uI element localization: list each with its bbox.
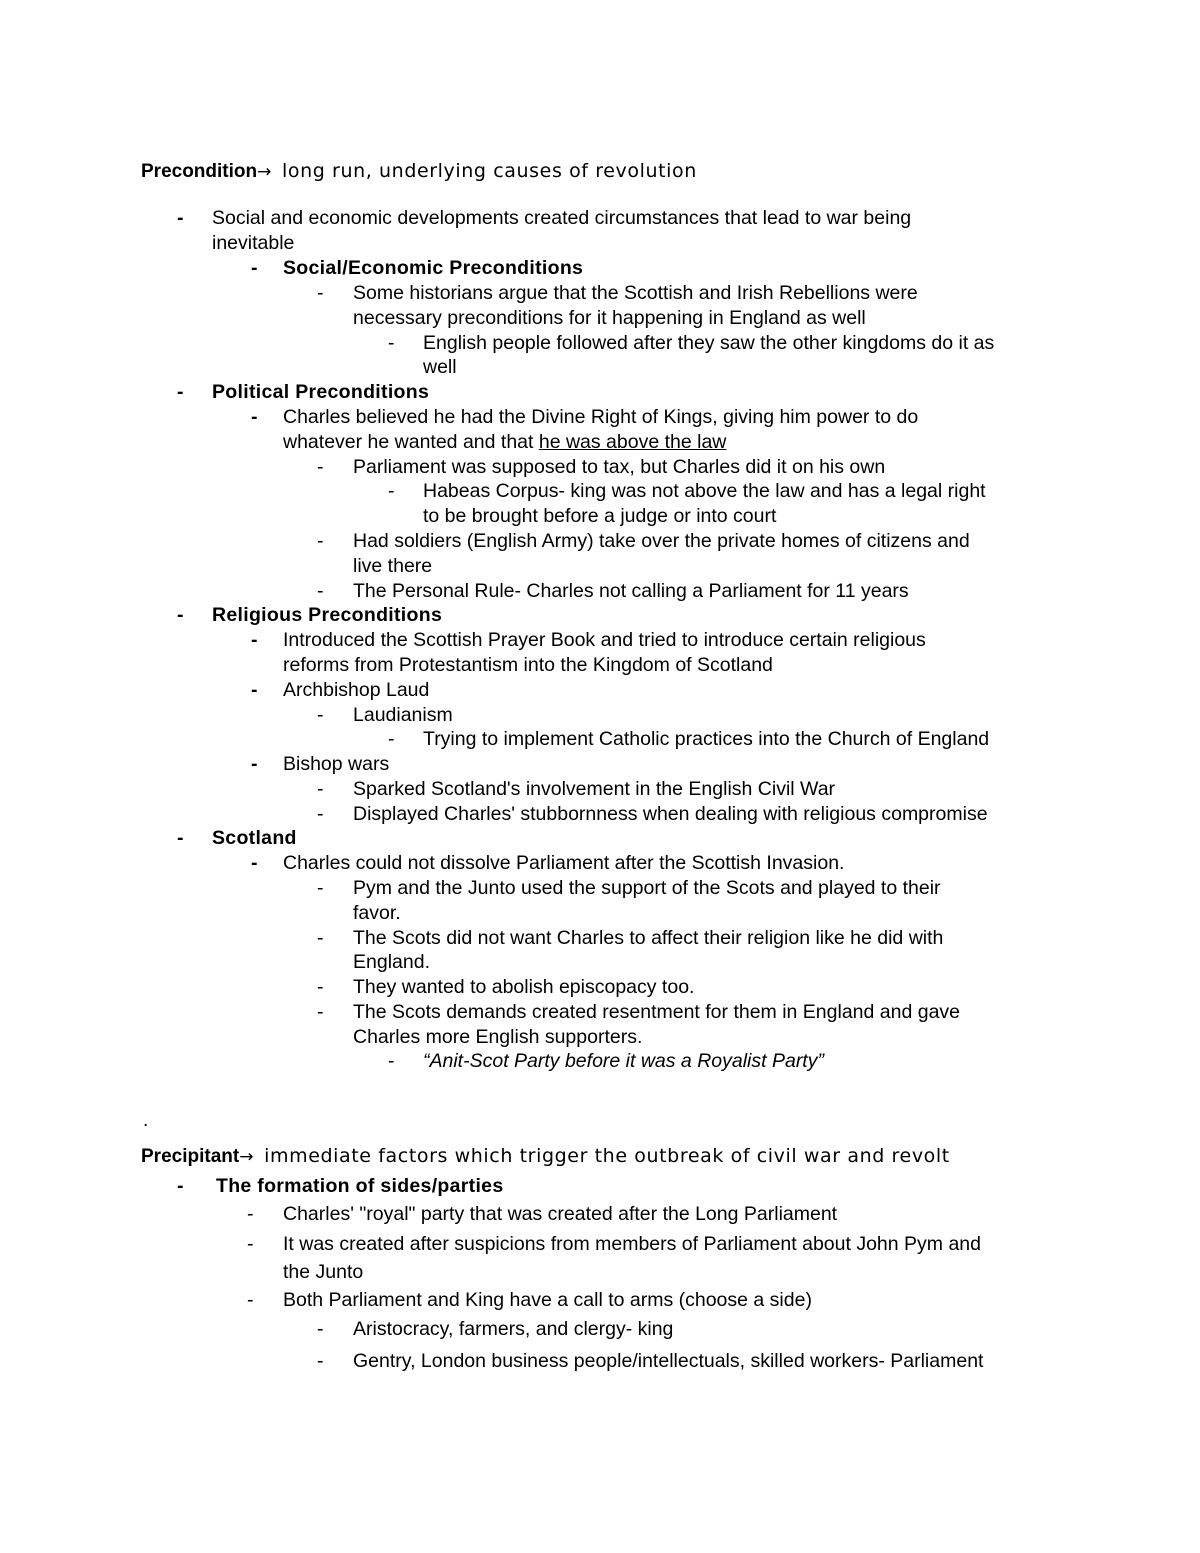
- list-item: Pym and the Junto used the support of the Scots and played to their: [353, 877, 941, 899]
- bullet-dash: -: [177, 1175, 184, 1197]
- bullet-dash: -: [317, 877, 324, 899]
- bullet-dash: -: [388, 332, 395, 354]
- list-item-continued: live there: [353, 555, 433, 577]
- bullet-dash: -: [251, 406, 258, 428]
- section-heading-social-economic: Social/Economic Preconditions: [283, 257, 584, 279]
- bullet-dash: -: [317, 778, 324, 800]
- list-item-continued: Charles more English supporters.: [353, 1026, 643, 1048]
- list-item-continued: inevitable: [212, 232, 295, 254]
- bullet-dash: -: [317, 456, 324, 478]
- list-item: The Scots demands created resentment for them in England and gave: [353, 1001, 961, 1023]
- list-item: Both Parliament and King have a call to arms (choose a side): [283, 1289, 812, 1311]
- list-item: Habeas Corpus- king was not above the law and has a legal right: [423, 480, 986, 502]
- precondition-heading: [141, 160, 697, 183]
- bullet-dash: -: [388, 480, 395, 502]
- list-item-continued: favor.: [353, 902, 401, 924]
- list-item: Charles' "royal" party that was created after the Long Parliament: [283, 1203, 838, 1225]
- bullet-dash: -: [177, 207, 184, 229]
- bullet-dash: -: [317, 530, 324, 552]
- list-item: Charles believed he had the Divine Right of Kings, giving him power to do: [283, 406, 919, 428]
- list-item-continued: [283, 430, 726, 455]
- bullet-dash: -: [247, 1203, 254, 1225]
- bullet-dash: -: [317, 580, 324, 602]
- list-item: Had soldiers (English Army) take over the private homes of citizens and: [353, 530, 970, 552]
- arrow-icon: →: [239, 1147, 254, 1167]
- bullet-dash: -: [317, 1318, 324, 1340]
- section-heading-religious: Religious Preconditions: [212, 604, 443, 626]
- underlined-text: he was above the law: [538, 431, 727, 453]
- precondition-subtitle: long run, underlying causes of revolution: [275, 160, 697, 182]
- list-item: Displayed Charles' stubbornness when dealing with religious compromise: [353, 803, 988, 825]
- list-item: English people followed after they saw the other kingdoms do it as: [423, 332, 995, 354]
- arrow-icon: →: [257, 162, 272, 182]
- list-item: Charles could not dissolve Parliament after the Scottish Invasion.: [283, 852, 845, 874]
- bullet-dash: -: [251, 679, 258, 701]
- separator-dot: .: [143, 1110, 149, 1131]
- bullet-dash: -: [317, 803, 324, 825]
- bullet-dash: -: [317, 282, 324, 304]
- list-item-continued: necessary preconditions for it happening in England as well: [353, 307, 866, 329]
- list-item-text: whatever he wanted and that: [283, 431, 539, 453]
- list-item: It was created after suspicions from members of Parliament about John Pym and: [283, 1233, 981, 1255]
- section-heading-scotland: Scotland: [212, 827, 297, 849]
- precipitant-subtitle: immediate factors which trigger the outbreak of civil war and revolt: [257, 1145, 950, 1167]
- list-item: Sparked Scotland's involvement in the English Civil War: [353, 778, 836, 800]
- bullet-dash: -: [388, 1050, 395, 1072]
- list-item: Introduced the Scottish Prayer Book and tried to introduce certain religious: [283, 629, 926, 651]
- section-heading-political: Political Preconditions: [212, 381, 430, 403]
- list-item-continued: well: [423, 356, 457, 378]
- bullet-dash: -: [251, 629, 258, 651]
- bullet-dash: -: [177, 604, 184, 626]
- bullet-dash: -: [177, 827, 184, 849]
- list-item: Bishop wars: [283, 753, 390, 775]
- precondition-title: Precondition: [141, 161, 258, 182]
- bullet-dash: -: [317, 704, 324, 726]
- list-item: Social and economic developments created circumstances that lead to war being: [212, 207, 912, 229]
- list-item: Gentry, London business people/intellectuals, skilled workers- Parliament: [353, 1350, 984, 1372]
- list-item-continued: England.: [353, 951, 430, 973]
- bullet-dash: -: [251, 257, 258, 279]
- bullet-dash: -: [317, 976, 324, 998]
- bullet-dash: -: [177, 381, 184, 403]
- list-item: They wanted to abolish episcopacy too.: [353, 976, 695, 998]
- list-item: The Personal Rule- Charles not calling a Parliament for 11 years: [353, 580, 909, 602]
- bullet-dash: -: [247, 1233, 254, 1255]
- list-item: Archbishop Laud: [283, 679, 430, 701]
- bullet-dash: -: [317, 1350, 324, 1372]
- bullet-dash: -: [251, 852, 258, 874]
- precipitant-heading: [141, 1145, 950, 1168]
- bullet-dash: -: [317, 1001, 324, 1023]
- bullet-dash: -: [317, 927, 324, 949]
- bullet-dash: -: [251, 753, 258, 775]
- bullet-dash: -: [388, 728, 395, 750]
- list-item-continued: reforms from Protestantism into the Kingdom of Scotland: [283, 654, 773, 676]
- bullet-dash: -: [247, 1289, 254, 1311]
- list-item-continued: to be brought before a judge or into court: [423, 505, 777, 527]
- list-item: The Scots did not want Charles to affect their religion like he did with: [353, 927, 944, 949]
- list-item-continued: the Junto: [283, 1261, 364, 1283]
- list-item: Laudianism: [353, 704, 453, 726]
- list-item: Trying to implement Catholic practices into the Church of England: [423, 728, 990, 750]
- list-item: Parliament was supposed to tax, but Charles did it on his own: [353, 456, 886, 478]
- list-item: Some historians argue that the Scottish and Irish Rebellions were: [353, 282, 918, 304]
- list-item: Aristocracy, farmers, and clergy- king: [353, 1318, 674, 1340]
- quote-item: “Anit-Scot Party before it was a Royalist Party”: [423, 1050, 824, 1072]
- precipitant-title: Precipitant: [141, 1146, 240, 1167]
- section-heading-sides: The formation of sides/parties: [216, 1175, 504, 1197]
